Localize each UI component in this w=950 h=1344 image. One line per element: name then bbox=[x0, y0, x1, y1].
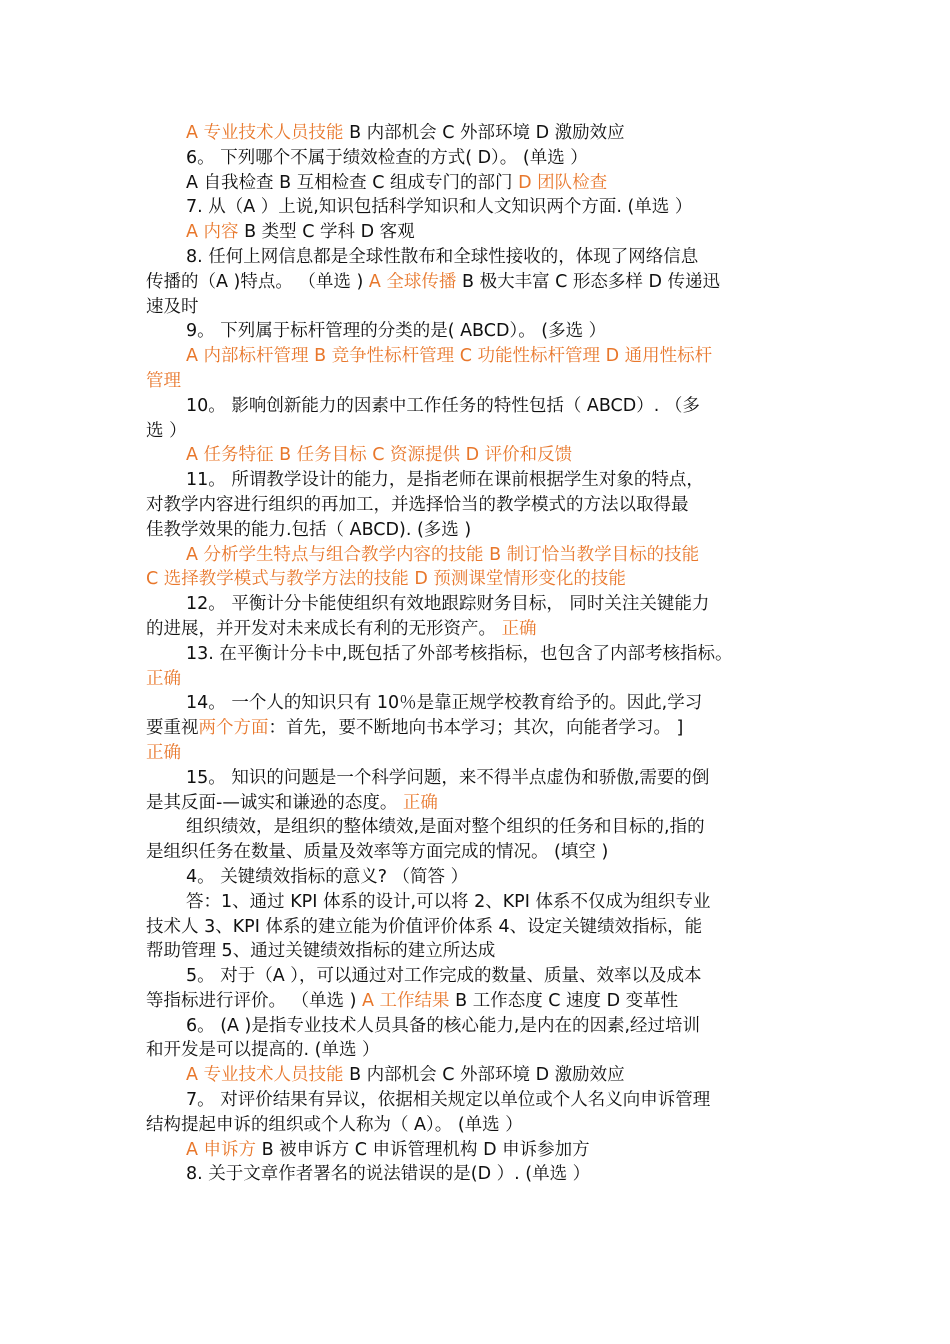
text-line bbox=[146, 270, 826, 295]
text-segment: 12。 平衡计分卡能使组织有效地跟踪财务目标， 同时关注关键能力 bbox=[186, 594, 710, 615]
text-segment: 等指标进行评价。 （单选 ) bbox=[146, 990, 363, 1011]
answer-highlight: C 选择教学模式与教学方法的技能 D 预测课堂情形变化的技能 bbox=[146, 569, 626, 590]
text-line bbox=[146, 989, 826, 1014]
answer-highlight: A 全球传播 bbox=[368, 271, 457, 292]
text-segment: 的进展，并开发对未来成长有利的无形资产。 bbox=[146, 618, 502, 639]
text-line bbox=[146, 791, 826, 816]
text-line bbox=[146, 592, 826, 617]
text-line bbox=[146, 245, 826, 270]
text-line bbox=[146, 815, 826, 840]
text-line bbox=[146, 468, 826, 493]
text-segment: 传播的（A )特点。 （单选 ) bbox=[146, 271, 369, 292]
text-segment: 5。 对于（A ），可以通过对工作完成的数量、质量、效率以及成本 bbox=[186, 966, 702, 987]
text-segment: 结构提起申诉的组织或个人称为（ A）。 (单选 ） bbox=[146, 1114, 523, 1135]
text-segment: 8. 关于文章作者署名的说法错误的是(D ）. (单选 ） bbox=[186, 1164, 591, 1185]
text-line bbox=[146, 146, 826, 171]
document-body bbox=[146, 121, 826, 1187]
answer-highlight: A 任务特征 B 任务目标 C 资源提供 D 评价和反馈 bbox=[186, 445, 573, 466]
text-segment: 对教学内容进行组织的再加工，并选择恰当的教学模式的方法以取得最 bbox=[146, 494, 689, 515]
text-line bbox=[146, 1138, 826, 1163]
text-segment: A 自我检查 B 互相检查 C 组成专门的部门 bbox=[186, 172, 519, 193]
answer-highlight: 两个方面 bbox=[198, 718, 269, 739]
text-segment: 7. 从（A ）上说,知识包括科学知识和人文知识两个方面. (单选 ） bbox=[186, 197, 693, 218]
text-segment: 14。 一个人的知识只有 10％是靠正规学校教育给予的。因此,学习 bbox=[186, 693, 703, 714]
text-segment: 帮助管理 5、通过关键绩效指标的建立所达成 bbox=[146, 941, 496, 962]
text-line bbox=[146, 518, 826, 543]
text-line bbox=[146, 617, 826, 642]
text-segment: 8. 任何上网信息都是全球性散布和全球性接收的，体现了网络信息 bbox=[186, 246, 699, 267]
text-line bbox=[146, 1088, 826, 1113]
answer-highlight: 正确 bbox=[146, 742, 181, 763]
answer-highlight: 正确 bbox=[501, 618, 537, 639]
text-segment: 和开发是可以提高的. (单选 ） bbox=[146, 1040, 380, 1061]
text-segment: 6。 (A )是指专业技术人员具备的核心能力,是内在的因素,经过培训 bbox=[186, 1015, 701, 1036]
text-segment: 要重视 bbox=[146, 718, 199, 739]
text-line bbox=[146, 220, 826, 245]
text-line bbox=[146, 939, 826, 964]
text-line bbox=[146, 766, 826, 791]
answer-highlight: A 申诉方 bbox=[186, 1139, 257, 1160]
text-line bbox=[146, 443, 826, 468]
text-line bbox=[146, 493, 826, 518]
text-segment: B 内部机会 C 外部环境 D 激励效应 bbox=[343, 1065, 625, 1086]
text-segment: 答：1、通过 KPI 体系的设计,可以将 2、KPI 体系不仅成为组织专业 bbox=[186, 891, 711, 912]
text-line bbox=[146, 319, 826, 344]
text-line bbox=[146, 890, 826, 915]
text-line bbox=[146, 1063, 826, 1088]
text-line bbox=[146, 964, 826, 989]
document-page bbox=[146, 121, 826, 1187]
text-segment: 技术人 3、KPI 体系的建立能为价值评价体系 4、设定关键绩效指标，能 bbox=[146, 916, 703, 937]
answer-highlight: D 团队检查 bbox=[518, 172, 608, 193]
text-segment: 是其反面-—诚实和谦逊的态度。 bbox=[146, 792, 403, 813]
text-line bbox=[146, 369, 826, 394]
text-segment: 10。 影响创新能力的因素中工作任务的特性包括（ ABCD）. （多 bbox=[186, 395, 700, 416]
text-segment: 13. 在平衡计分卡中,既包括了外部考核指标，也包含了内部考核指标。 bbox=[186, 643, 733, 664]
text-line bbox=[146, 195, 826, 220]
text-line bbox=[146, 344, 826, 369]
text-segment: B 极大丰富 C 形态多样 D 传递迅 bbox=[456, 271, 721, 292]
text-segment: B 内部机会 C 外部环境 D 激励效应 bbox=[343, 123, 625, 143]
text-line bbox=[146, 865, 826, 890]
text-segment: 7。 对评价结果有异议，依据相关规定以单位或个人名义向申诉管理 bbox=[186, 1090, 711, 1111]
text-line bbox=[146, 1162, 826, 1187]
text-line bbox=[146, 691, 826, 716]
text-line bbox=[146, 1038, 826, 1063]
text-segment: 速及时 bbox=[146, 296, 199, 317]
answer-highlight: A 工作结果 bbox=[362, 990, 450, 1011]
text-line bbox=[146, 741, 826, 766]
answer-highlight: 管理 bbox=[146, 370, 181, 391]
text-segment: 11。 所谓教学设计的能力，是指老师在课前根据学生对象的特点， bbox=[186, 470, 704, 491]
text-line bbox=[146, 642, 826, 667]
text-line bbox=[146, 1014, 826, 1039]
text-segment: 6。 下列哪个不属于绩效检查的方式( D）。 (单选 ） bbox=[186, 147, 588, 168]
answer-highlight: A 内容 bbox=[186, 222, 239, 243]
text-segment: 15。 知识的问题是一个科学问题，来不得半点虚伪和骄傲,需要的倒 bbox=[186, 767, 710, 788]
answer-highlight: A 专业技术人员技能 bbox=[186, 123, 344, 143]
answer-highlight: A 内部标杆管理 B 竞争性标杆管理 C 功能性标杆管理 D 通用性标杆 bbox=[186, 346, 713, 367]
text-segment: 佳教学效果的能力.包括（ ABCD). (多选 ) bbox=[146, 519, 472, 540]
text-line bbox=[146, 394, 826, 419]
text-segment: 组织绩效，是组织的整体绩效,是面对整个组织的任务和目标的,指的 bbox=[186, 817, 705, 838]
text-segment: 4。 关键绩效指标的意义? （简答 ） bbox=[186, 866, 469, 887]
answer-highlight: A 分析学生特点与组合教学内容的技能 B 制订恰当教学目标的技能 bbox=[186, 544, 700, 565]
text-segment: ：首先，要不断地向书本学习；其次，向能者学习。 ] bbox=[268, 718, 684, 739]
text-line bbox=[146, 915, 826, 940]
text-segment: B 被申诉方 C 申诉管理机构 D 申诉参加方 bbox=[256, 1139, 590, 1160]
text-line bbox=[146, 543, 826, 568]
answer-highlight: 正确 bbox=[146, 668, 181, 689]
text-line bbox=[146, 667, 826, 692]
text-line bbox=[146, 419, 826, 444]
text-segment: B 类型 C 学科 D 客观 bbox=[238, 222, 415, 243]
text-segment: 是组织任务在数量、质量及效率等方面完成的情况。 (填空 ) bbox=[146, 842, 609, 863]
text-line bbox=[146, 840, 826, 865]
answer-highlight: A 专业技术人员技能 bbox=[186, 1065, 344, 1086]
text-segment: B 工作态度 C 速度 D 变革性 bbox=[449, 990, 679, 1011]
text-line bbox=[146, 295, 826, 320]
answer-highlight: 正确 bbox=[402, 792, 438, 813]
text-line bbox=[146, 716, 826, 741]
text-line bbox=[146, 567, 826, 592]
text-segment: 选 ） bbox=[146, 420, 187, 441]
text-line bbox=[146, 1113, 826, 1138]
text-segment: 9。 下列属于标杆管理的分类的是( ABCD）。 (多选 ） bbox=[186, 321, 607, 342]
text-line bbox=[146, 121, 826, 146]
text-line bbox=[146, 171, 826, 196]
